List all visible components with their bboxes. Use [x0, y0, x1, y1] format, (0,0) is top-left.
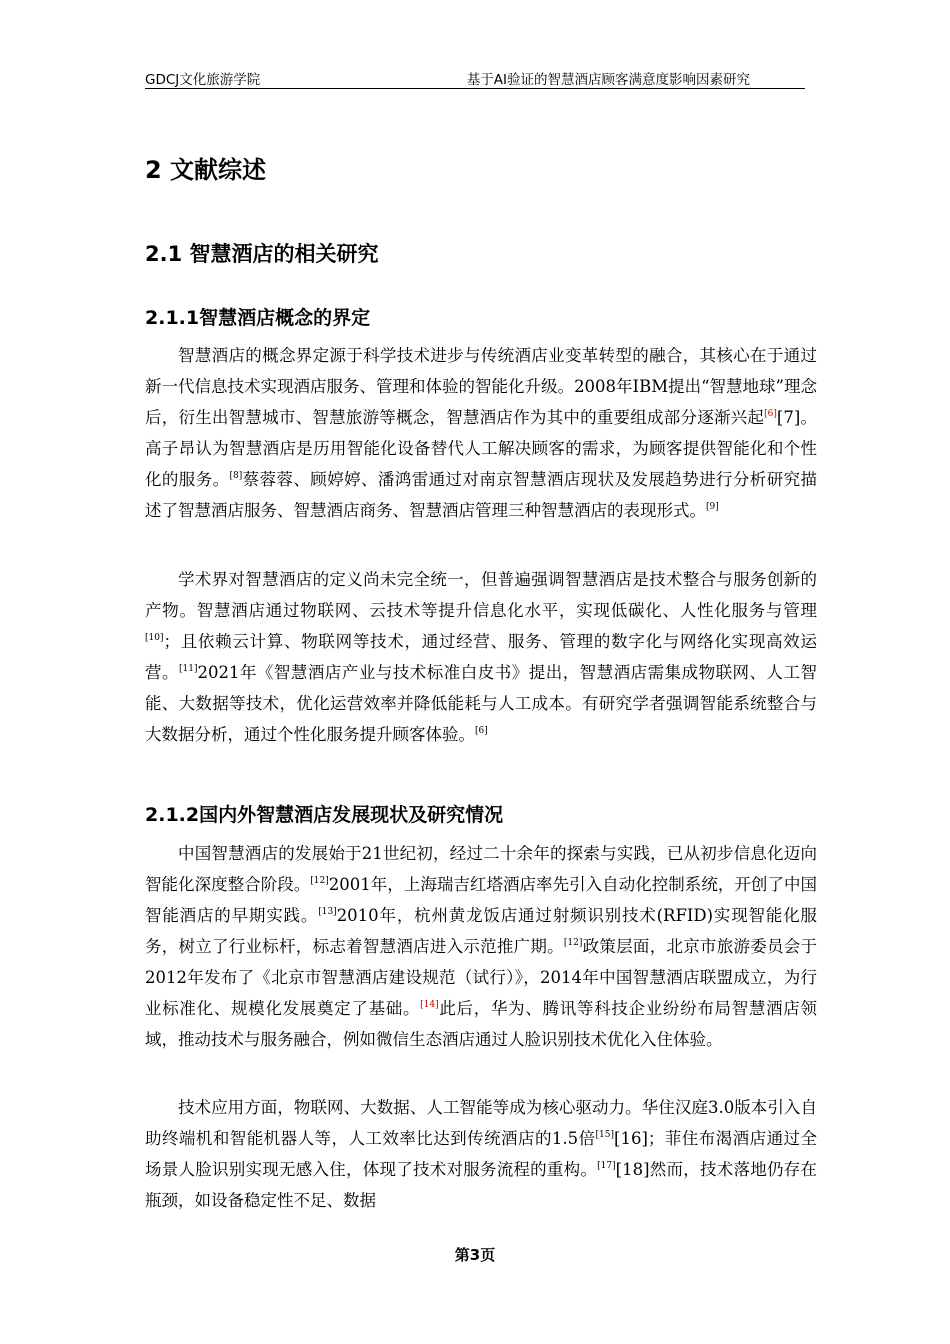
- citation: [6]: [475, 726, 488, 736]
- citation: [17]: [597, 1161, 616, 1171]
- citation: [9]: [706, 502, 719, 512]
- paragraph-text: 中国智慧酒店的发展始于21世纪初，经过二十余年的探索与实践，已从初步信息化迈向智能化深度整合阶段。: [145, 844, 817, 894]
- paragraph-text: 此后，华为、腾讯等科技企业纷纷布局智慧酒店领域，推动技术与服务融合，例如微信生态酒店通过人脸识别技术优化入住体验。: [145, 999, 818, 1049]
- paragraph-3: [145, 838, 817, 1055]
- header-institution: GDCJ文化旅游学院: [145, 72, 261, 88]
- paragraph-text: 蔡蓉蓉、顾婷婷、潘鸿雷通过对南京智慧酒店现状及发展趋势进行分析研究描述了智慧酒店服务、智慧酒店商务、智慧酒店管理三种智慧酒店的表现形式。: [145, 470, 818, 520]
- paragraph-2: [145, 564, 817, 750]
- section-heading-2-1: 2.1 智慧酒店的相关研究: [145, 242, 379, 266]
- paragraph-text: 2001年，上海瑞吉红塔酒店率先引入自动化控制系统，开创了中国智能酒店的早期实践。: [145, 875, 817, 925]
- paragraph-text: ；且依赖云计算、物联网等技术，通过经营、服务、管理的数字化与网络化实现高效运营。: [145, 632, 817, 682]
- citation: [10]: [145, 633, 164, 643]
- paragraph-text: 技术应用方面，物联网、大数据、人工智能等成为核心驱动力。华住汉庭3.0版本引入自助终端机和智能机器人等，人工效率比达到传统酒店的1.5倍: [145, 1098, 817, 1148]
- paragraph-4: [145, 1092, 817, 1216]
- page-number: 第3页: [454, 1246, 496, 1264]
- paragraph-text: 政策层面，北京市旅游委员会于2012年发布了《北京市智慧酒店建设规范（试行）》，2014年中国智慧酒店联盟成立，为行业标准化、规模化发展奠定了基础。: [145, 937, 818, 1018]
- paragraph-text: [16]；菲住布渴酒店通过全场景人脸识别实现无感入住，体现了技术对服务流程的重构。: [145, 1129, 817, 1179]
- citation: [11]: [178, 664, 198, 674]
- header-paper-title: 基于AI验证的智慧酒店顾客满意度影响因素研究: [466, 72, 750, 88]
- citation: [13]: [318, 907, 337, 917]
- paragraph-text: [18]然而，技术落地仍存在瓶颈，如设备稳定性不足、数据: [145, 1160, 817, 1210]
- paragraph-text: [7]。高子昂认为智慧酒店是历用智能化设备替代人工解决顾客的需求，为顾客提供智能化和个性化的服务。: [145, 408, 818, 489]
- citation: [12]: [310, 876, 329, 886]
- citation: [14]: [420, 1000, 439, 1010]
- section-heading-2-1-1: 2.1.1智慧酒店概念的界定: [145, 307, 371, 329]
- citation: [6]: [764, 409, 777, 419]
- paragraph-1: [145, 340, 817, 526]
- paragraph-text: 智慧酒店的概念界定源于科学技术进步与传统酒店业变革转型的融合，其核心在于通过新一代信息技术实现酒店服务、管理和体验的智能化升级。2008年IBM提出“智慧地球”理念后，衍生出智慧城市、智慧旅游等概念，智慧酒店作为其中的重要组成部分逐渐兴起: [145, 346, 817, 427]
- citation: [15]: [595, 1130, 615, 1140]
- paragraph-text: 2021年《智慧酒店产业与技术标准白皮书》提出，智慧酒店需集成物联网、人工智能、大数据等技术，优化运营效率并降低能耗与人工成本。有研究学者强调智能系统整合与大数据分析，通过个性化服务提升顾客体验。: [145, 663, 818, 744]
- citation: [8]: [229, 471, 243, 481]
- section-heading-2-1-2: 2.1.2国内外智慧酒店发展现状及研究情况: [145, 804, 504, 826]
- chapter-title: 2 文献综述: [145, 156, 267, 184]
- page-header: [145, 66, 805, 89]
- paragraph-text: 学术界对智慧酒店的定义尚未完全统一，但普遍强调智慧酒店是技术整合与服务创新的产物。智慧酒店通过物联网、云技术等提升信息化水平，实现低碳化、人性化服务与管理: [145, 570, 817, 620]
- paragraph-text: 2010年，杭州黄龙饭店通过射频识别技术(RFID)实现智能化服务，树立了行业标杆，标志着智慧酒店进入示范推广期。: [145, 906, 818, 956]
- citation: [12]: [563, 938, 583, 948]
